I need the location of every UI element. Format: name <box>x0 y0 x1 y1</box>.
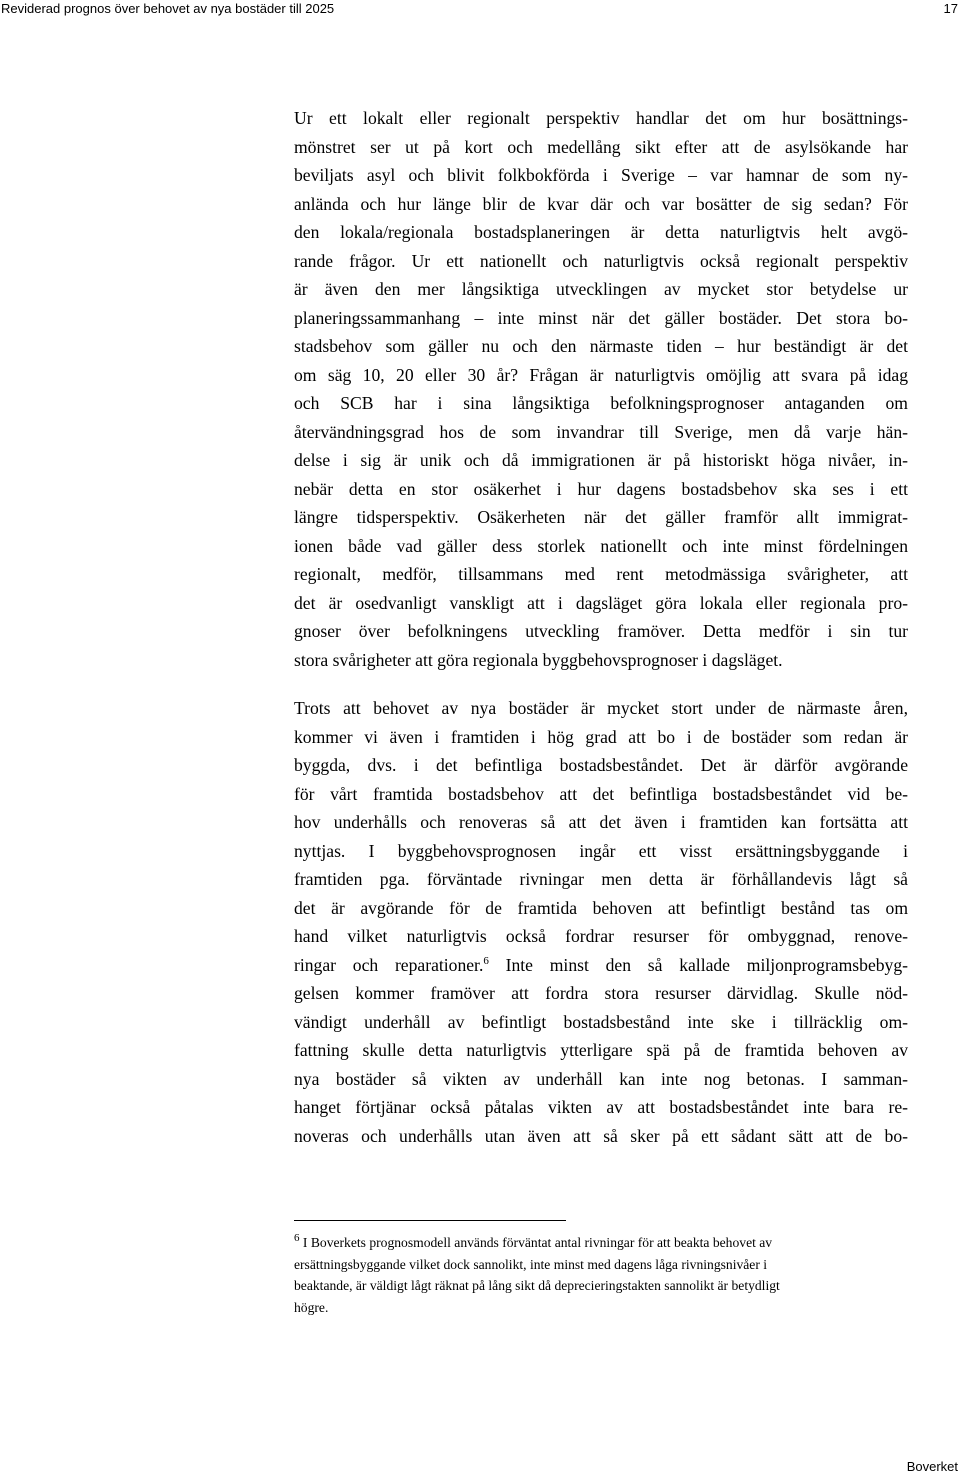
paragraph-line: delse i sig är unik och då immigrationen är på historiskt höga nivåer, in- <box>294 450 908 470</box>
paragraph-line: framtiden pga. förväntade rivningar men detta är förhållandevis lågt så <box>294 869 908 889</box>
footnote <box>294 1232 908 1318</box>
paragraph-line: är även den mer långsiktiga utvecklingen av mycket stor betydelse ur <box>294 279 908 299</box>
paragraph-line: nebär detta en stor osäkerhet i hur dagens bostadsbehov ska ses i ett <box>294 478 908 499</box>
body-text <box>294 104 908 1150</box>
footnote-reference[interactable]: 6 <box>483 954 489 967</box>
paragraph-line: hov underhålls och renoveras så att det även i framtiden kan fortsätta att <box>294 812 908 832</box>
paragraph-line: gnoser över befolkningens utveckling framöver. Detta medför i sin tur <box>294 621 908 641</box>
paragraph-line: Trots att behovet av nya bostäder är mycket stort under de närmaste åren, <box>294 698 908 718</box>
paragraph-1 <box>294 104 908 674</box>
paragraph-line: stora svårigheter att göra regionala byggbehovsprognoser i dagsläget. <box>294 649 783 670</box>
paragraph-2 <box>294 694 908 1150</box>
paragraph-line: det är avgörande för de framtida behoven att befintligt bestånd tas om <box>294 897 908 918</box>
paragraph-line: Ur ett lokalt eller regionalt perspektiv handlar det om hur bosättnings- <box>294 108 908 128</box>
paragraph-line: ringar och reparationer.$^6$ Inte minst den så kallade miljonprogramsbebyg- <box>294 954 909 975</box>
paragraph-line: fattning skulle detta naturligtvis ytterligare spä på de framtida behoven av <box>294 1040 908 1060</box>
paragraph-line: beviljats asyl och blivit folkbokförda i Sverige – var hamnar de som ny- <box>294 165 908 185</box>
footnote-line: $^6$ I Boverkets prognosmodell används förväntat antal rivningar för att beakta behovet av <box>294 1232 773 1250</box>
footnote-number: 6 <box>294 1232 300 1244</box>
footnote-line: ersättningsbyggande vilket dock sannolikt, inte minst med dagens låga rivningsnivåer i <box>294 1256 768 1272</box>
paragraph-line: noveras och underhålls utan även att så sker på ett sådant sätt att de bo- <box>294 1125 908 1146</box>
paragraph-line: stadsbehov som gäller nu och den närmaste tiden – hur beständigt är det <box>294 336 908 356</box>
paragraph-line: det är osedvanligt vanskligt att i dagsläget göra lokala eller regionala pro- <box>294 592 908 613</box>
paragraph-line: för vårt framtida bostadsbehov att det befintliga bostadsbeståndet vid be- <box>294 783 908 804</box>
paragraph-line: byggda, dvs. i det befintliga bostadsbeståndet. Det är därför avgörande <box>294 755 908 775</box>
paragraph-line: nyttjas. I byggbehovsprognosen ingår ett visst ersättningsbyggande i <box>294 840 908 861</box>
paragraph-line: om säg 10, 20 eller 30 år? Frågan är naturligtvis omöjlig att svara på idag <box>294 364 908 385</box>
footnote-line: beaktande, är väldigt lågt räknat på lång sikt då deprecieringstakten sannolikt är betydligt <box>294 1278 780 1293</box>
paragraph-spacer <box>294 674 908 694</box>
paragraph-line: vändigt underhåll av befintligt bostadsbestånd inte ske i tillräcklig om- <box>294 1011 908 1032</box>
footnote-separator <box>294 1220 566 1221</box>
paragraph-line: hanget förtjänar också påtalas vikten av att bostadsbeståndet inte bara re- <box>294 1097 908 1117</box>
publisher-footer: Boverket <box>906 1459 958 1474</box>
footnote-line: högre. <box>294 1299 329 1315</box>
paragraph-line: rande frågor. Ur ett nationellt och naturligtvis också regionalt perspektiv <box>294 250 908 271</box>
paragraph-line: längre tidsperspektiv. Osäkerheten när det gäller framför allt immigrat- <box>294 507 908 527</box>
paragraph-line: mönstret ser ut på kort och medellång sikt efter att de asylsökande har <box>294 136 908 157</box>
paragraph-line: den lokala/regionala bostadsplaneringen är detta naturligtvis helt avgö- <box>294 222 908 242</box>
paragraph-line: nya bostäder så vikten av underhåll kan inte nog betonas. I samman- <box>294 1068 908 1089</box>
paragraph-line: och SCB har i sina långsiktiga befolkningsprognoser antaganden om <box>294 393 908 413</box>
paragraph-line: gelsen kommer framöver att fordra stora resurser därvidlag. Skulle nöd- <box>294 983 908 1003</box>
paragraph-line: planeringssammanhang – inte minst när det gäller bostäder. Det stora bo- <box>294 307 908 328</box>
paragraph-line: hand vilket naturligtvis också fordrar resurser för ombyggnad, renove- <box>294 926 908 946</box>
document-title: Reviderad prognos över behovet av nya bostäder till 2025 <box>1 1 335 16</box>
paragraph-line: anlända och hur länge blir de kvar där och var bosätter de sig sedan? För <box>294 193 908 214</box>
page-number: 17 <box>943 1 958 16</box>
paragraph-line: ionen både vad gäller dess storlek nationellt och inte minst fördelningen <box>294 535 908 556</box>
running-header <box>0 0 960 20</box>
paragraph-line: återvändningsgrad hos de som invandrar till Sverige, men då varje hän- <box>294 421 908 442</box>
paragraph-line: kommer vi även i framtiden i hög grad att bo i de bostäder som redan är <box>294 726 908 747</box>
paragraph-line: regionalt, medför, tillsammans med rent metodmässiga svårigheter, att <box>294 564 908 584</box>
